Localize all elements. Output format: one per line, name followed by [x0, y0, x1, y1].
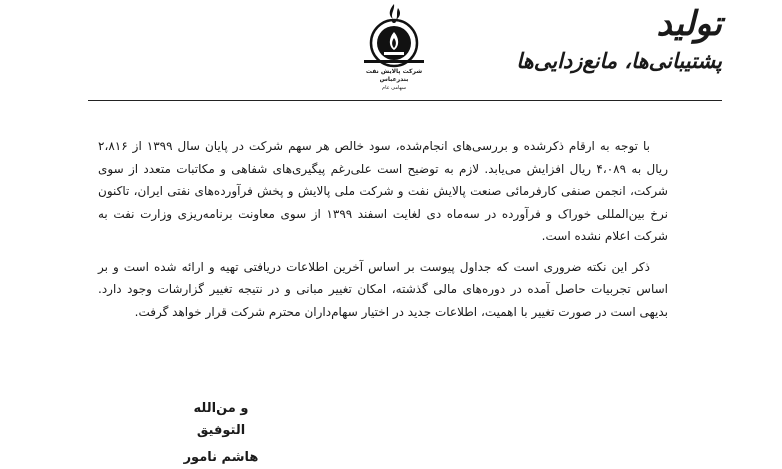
slogan-line1: تولید — [656, 4, 722, 44]
slogan-line2: پشتیبانی‌ها، مانع‌زدایی‌ها — [516, 48, 722, 73]
slogan — [516, 2, 722, 80]
signer-name: هاشم نامور — [183, 450, 259, 465]
paragraph-2-text: ذکر این نکته ضروری است که جداول پیوست بر اساس آخرین اطلاعات دریافتی تهیه و ارائه شده است و بر اساس تجربیات حاصل آمده در دوره‌های مالی گذشته، امکان تغییر مبانی و در نتیجه تغییر گزارشات وجود دارد. بدیهی است در صورت تغییر با اهمیت، اطلاعات جدید در اختیار سهام‌داران محترم شرکت قرار خواهد گرفت. — [98, 259, 668, 319]
closing-salutation: و من‌الله التوفیق — [193, 401, 249, 438]
logo-caption-text: شرکت پالایش نفت بندرعباس — [365, 68, 423, 83]
body-paragraph-1 — [98, 135, 668, 248]
body-paragraph-2 — [98, 256, 668, 324]
company-logo — [352, 2, 436, 94]
header-divider — [88, 100, 722, 101]
flame-emblem-icon — [352, 2, 436, 68]
paragraph-1-text: با توجه به ارقام ذکرشده و بررسی‌های انجام‌شده، سود خالص هر سهم شرکت در پایان سال ۱۳۹۹ از ۲،۸۱۶ ریال به ۴،۰۸۹ ریال افزایش می‌یابد. لازم به توضیح است علی‌رغم پیگیری‌های شفاهی و مکاتبات متعدد از سوی شرکت، انجمن صنفی کارفرمائی صنعت پالایش نفت و شرکت ملی پالایش و پخش فرآورده‌های نفتی ایران، تاکنون نرخ بین‌المللی خوراک و فرآورده در سه‌ماه دی لغایت اسفند ۱۳۹۹ از سوی معاونت برنامه‌ریزی وزارت نفت به شرکت اعلام نشده است. — [98, 139, 668, 243]
letter-body — [98, 135, 668, 323]
logo-caption — [352, 68, 436, 92]
closing-block — [176, 398, 266, 469]
logo-subcaption: سهامی عام — [381, 85, 407, 91]
